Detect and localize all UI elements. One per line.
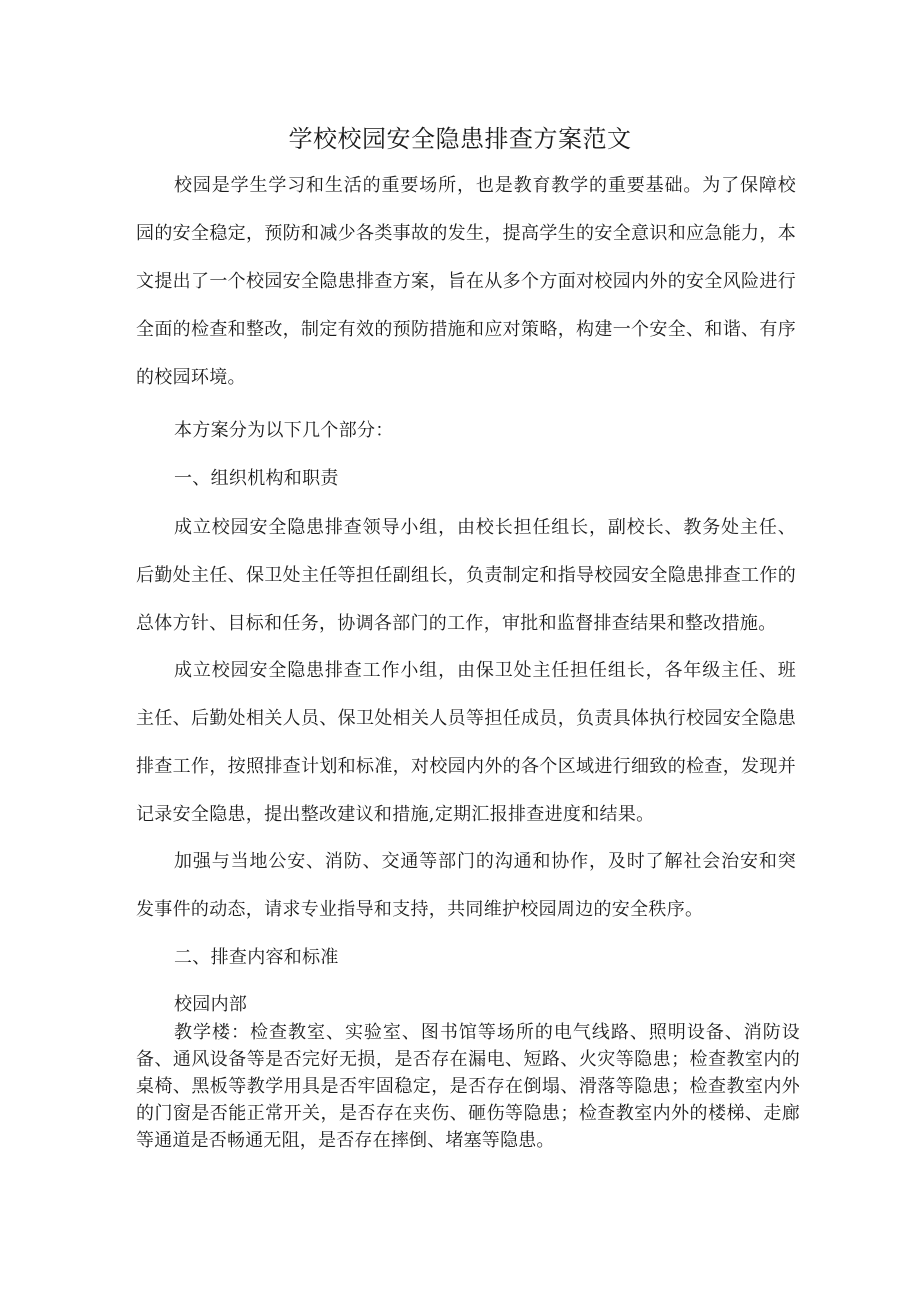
outline-intro: 本方案分为以下几个部分： [174, 420, 394, 441]
document-title: 学校校园安全隐患排查方案范文 [288, 125, 632, 153]
section1-paragraph-3: 加强与当地公安、消防、交通等部门的沟通和协作，及时了解社会治安和突发事件的动态，请求专业指导和支持，共同维护校园周边的安全秩序。 [136, 851, 796, 920]
section1-paragraph-1: 成立校园安全隐患排查领导小组，由校长担任组长，副校长、教务处主任、后勤处主任、保卫处主任等担任副组长，负责制定和指导校园安全隐患排查工作的总体方针、目标和任务，协调各部门的工作，审批和监督排查结果和整改措施。 [136, 517, 796, 634]
section1-heading: 一、组织机构和职责 [174, 468, 339, 489]
teaching-building-paragraph: 教学楼：检查教室、实验室、图书馆等场所的电气线路、照明设备、消防设备、通风设备等是否完好无损，是否存在漏电、短路、火灾等隐患；检查教室内的桌椅、黑板等教学用具是否牢固稳定，是否存在倒塌、滑落等隐患；检查教室内外的门窗是否能正常开关，是否存在夹伤、砸伤等隐患；检查教室内外的楼梯、走廊等通道是否畅通无阻，是否存在摔倒、堵塞等隐患。 [136, 1022, 800, 1151]
section2-heading: 二、排查内容和标准 [174, 947, 339, 968]
section2-subheading: 校园内部 [174, 994, 248, 1015]
intro-paragraph: 校园是学生学习和生活的重要场所，也是教育教学的重要基础。为了保障校园的安全稳定，预防和减少各类事故的发生，提高学生的安全意识和应急能力，本文提出了一个校园安全隐患排查方案，旨在从多个方面对校园内外的安全风险进行全面的检查和整改，制定有效的预防措施和应对策略，构建一个安全、和谐、有序的校园环境。 [136, 175, 796, 388]
section1-paragraph-2: 成立校园安全隐患排查工作小组，由保卫处主任担任组长，各年级主任、班主任、后勤处相关人员、保卫处相关人员等担任成员，负责具体执行校园安全隐患排查工作，按照排查计划和标准，对校园内外的各个区域进行细致的检查，发现并记录安全隐患，提出整改建议和措施,定期汇报排查进度和结果。 [136, 660, 796, 825]
